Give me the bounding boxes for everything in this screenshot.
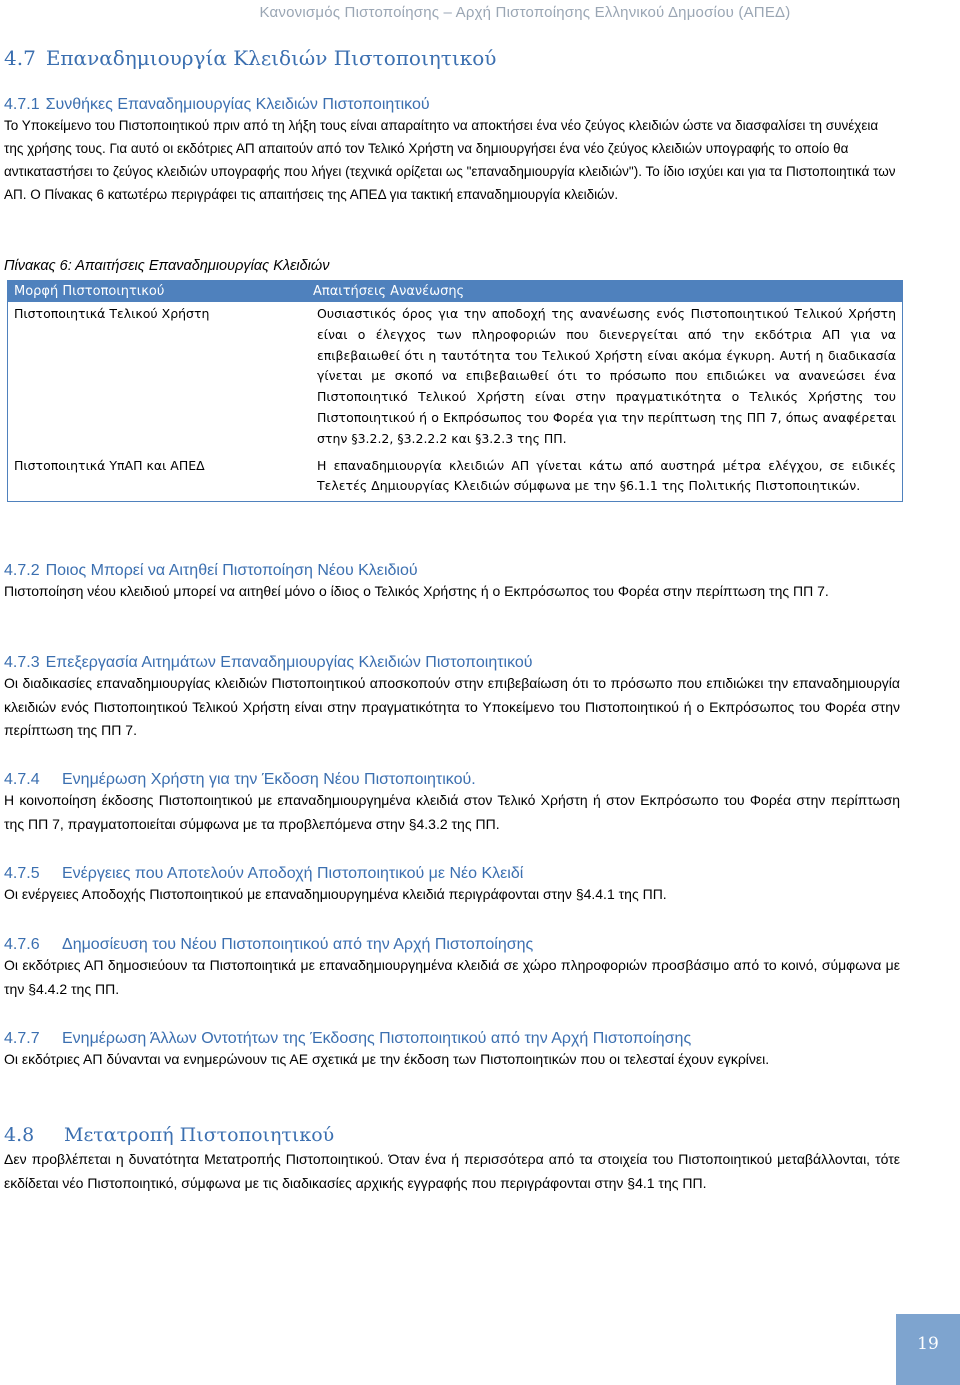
subsection-number: 4.7.1 [4, 96, 40, 113]
subsection-heading [4, 654, 900, 672]
subsection-4-7-2 [4, 562, 900, 604]
subsection-number: 4.7.4 [4, 771, 40, 788]
paragraph: Οι εκδότριες ΑΠ δύνανται να ενημερώνουν τις ΑΕ σχετικά με την έκδοση των Πιστοποιητικών που οι τελεσταί έχουν εγκρίνει. [4, 1051, 770, 1067]
table-cell-requirement: Ουσιαστικός όρος για την αποδοχή της ανανέωσης ενός Πιστοποιητικού Τελικού Χρήστη είναι ο έλεγχος των πληροφοριών που διενεργείται από την εκδότρια ΑΠ για να επιβεβαιωθεί ότι η ταυτότητα του Τελικού Χρήστη είναι ακόμα έγκυρη. Αυτή η διαδικασία γίνεται με σκοπό να επιβεβαιωθεί ότι το πρόσωπο που επιδιώκει να ανανεώσει ένα Πιστοποιητικό Τελικού Χρήστη είναι στην πραγματικότητα ο Τελικός Χρήστης του Πιστοποιητικού ή ο Εκπρόσωπος του Φορέα για την περίπτωση της ΠΠ 7, όπως αναφέρεται στην §3.2.2, §3.2.2.2 και §3.2.3 της ΠΠ. [317, 306, 896, 446]
section-heading [4, 1124, 900, 1146]
subsection-number: 4.7.2 [4, 562, 40, 579]
subsection-number: 4.7.7 [4, 1030, 40, 1047]
subsection-4-7-1 [4, 96, 900, 206]
subsection-number: 4.7.3 [4, 654, 40, 671]
subsection-heading [4, 771, 900, 789]
section-4-8 [4, 1124, 900, 1195]
subsection-heading [4, 936, 900, 954]
requirements-table [7, 280, 903, 502]
paragraph: Πιστοποίηση νέου κλειδιού μπορεί να αιτηθεί μόνο ο ίδιος ο Τελικός Χρήστης ή ο Εκπρόσωπος του Φορέα στην περίπτωση της ΠΠ 7. [4, 583, 829, 599]
subsection-title: Ποιος Μπορεί να Αιτηθεί Πιστοποίηση Νέου Κλειδιού [45, 562, 418, 579]
table-row [8, 454, 903, 502]
subsection-4-7-5 [4, 865, 900, 907]
page-number: 19 [917, 1334, 939, 1354]
table-cell-type: Πιστοποιητικά ΥπΑΠ και ΑΠΕΔ [14, 457, 205, 473]
subsection-number: 4.7.5 [4, 865, 40, 882]
table-header-row [8, 281, 903, 303]
subsection-heading [4, 1030, 900, 1048]
section-number: 4.7 [4, 46, 36, 70]
subsection-4-7-3 [4, 654, 900, 743]
paragraph: Οι ενέργειες Αποδοχής Πιστοποιητικού με επαναδημιουργημένα κλειδιά περιγράφονται στην §4.4.1 της ΠΠ. [4, 886, 667, 902]
subsection-title: Ενημέρωση Χρήστη για την Έκδοση Νέου Πιστοποιητικού. [62, 771, 476, 788]
paragraph: Οι εκδότριες ΑΠ δημοσιεύουν τα Πιστοποιητικά με επαναδημιουργημένα κλειδιά σε χώρο πληροφοριών προσβάσιμο από το κοινό, σύμφωνα με την §4.4.2 της ΠΠ. [4, 957, 900, 997]
column-header: Μορφή Πιστοποιητικού [8, 281, 308, 303]
paragraph: Το Υποκείμενο του Πιστοποιητικού πριν από τη λήξη τους είναι απαραίτητο να αποκτήσει ένα νέο ζεύγος κλειδιών ώστε να διασφαλίσει τη συνέχεια της χρήσης τους. Για αυτό οι εκδότριες ΑΠ απαιτούν από τον Τελικό Χρήστη να δημιουργήσει ένα νέο ζεύγος κλειδιών υπογραφής το οποίο θα αντικαταστήσει το ζεύγος κλειδιών υπογραφής που λήγει (τεχνικά ορίζεται ως "επαναδημιουργία κλειδιών"). Το ίδιο ισχύει και για τα Πιστοποιητικά των ΑΠ. Ο Πίνακας 6 κατωτέρω περιγράφει τις απαιτήσεις της ΑΠΕΔ για τακτική επαναδημιουργία κλειδιών. [4, 118, 896, 202]
paragraph: Δεν προβλέπεται η δυνατότητα Μετατροπής Πιστοποιητικού. Όταν ένα ή περισσότερα από τα στοιχεία του Πιστοποιητικού μεταβάλλονται, τότε εκδίδεται νέο Πιστοποιητικό, σύμφωνα με τις διαδικασίες αρχικής εγγραφής που περιγράφονται στην §4.1 της ΠΠ. [4, 1151, 900, 1191]
subsection-title: Επεξεργασία Αιτημάτων Επαναδημιουργίας Κλειδιών Πιστοποιητικού [45, 654, 533, 671]
section-title: Επαναδημιουργία Κλειδιών Πιστοποιητικού [45, 46, 497, 70]
subsection-number: 4.7.6 [4, 936, 40, 953]
column-header: Απαιτήσεις Ανανέωσης [307, 281, 903, 303]
paragraph: Οι διαδικασίες επαναδημιουργίας κλειδιών Πιστοποιητικού αποσκοπούν στην επιβεβαίωση ότι το πρόσωπο που επιδιώκει την επαναδημιουργία κλειδιών ενός Πιστοποιητικού Τελικού Χρήστη είναι στην πραγματικότητα το Υποκείμενο του Πιστοποιητικού ή ο Εκπρόσωπος του Φορέα στην περίπτωση της ΠΠ 7. [4, 675, 900, 738]
section-number: 4.8 [4, 1124, 35, 1146]
subsection-title: Ενημέρωση Άλλων Οντοτήτων της Έκδοσης Πιστοποιητικού από την Αρχή Πιστοποίησης [62, 1030, 692, 1047]
subsection-4-7-7 [4, 1030, 900, 1072]
subsection-title: Δημοσίευση του Νέου Πιστοποιητικού από την Αρχή Πιστοποίησης [62, 936, 534, 953]
subsection-heading [4, 562, 900, 580]
section-heading-4-7 [4, 46, 496, 70]
subsection-4-7-6 [4, 936, 900, 1001]
table-caption: Πίνακας 6: Απαιτήσεις Επαναδημιουργίας Κλειδιών [4, 258, 330, 274]
subsection-title: Συνθήκες Επαναδημιουργίας Κλειδιών Πιστοποιητικού [45, 96, 430, 113]
section-title: Μετατροπή Πιστοποιητικού [64, 1124, 335, 1146]
subsection-heading [4, 865, 900, 883]
paragraph: Η κοινοποίηση έκδοσης Πιστοποιητικού με επαναδημιουργημένα κλειδιά στον Τελικό Χρήστη ή στον Εκπρόσωπο του Φορέα στην περίπτωση της ΠΠ 7, πραγματοποιείται σύμφωνα με τα προβλεπόμενα στην §4.3.2 της ΠΠ. [4, 792, 900, 832]
subsection-title: Ενέργειες που Αποτελούν Αποδοχή Πιστοποιητικού με Νέο Κλειδί [62, 865, 524, 882]
table-row [8, 302, 903, 454]
subsection-heading [4, 96, 900, 114]
subsection-4-7-4 [4, 771, 900, 836]
table-cell-requirement: Η επαναδημιουργία κλειδιών ΑΠ γίνεται κάτω από αυστηρά μέτρα ελέγχου, σε ειδικές Τελετές Δημιουργίας Κλειδιών σύμφωνα με την §6.1.1 της Πολιτικής Πιστοποιητικών. [317, 457, 896, 494]
running-header: Κανονισμός Πιστοποίησης – Αρχή Πιστοποίησης Ελληνικού Δημοσίου (ΑΠΕΔ) [259, 4, 791, 21]
table-cell-type: Πιστοποιητικά Τελικού Χρήστη [14, 306, 210, 321]
